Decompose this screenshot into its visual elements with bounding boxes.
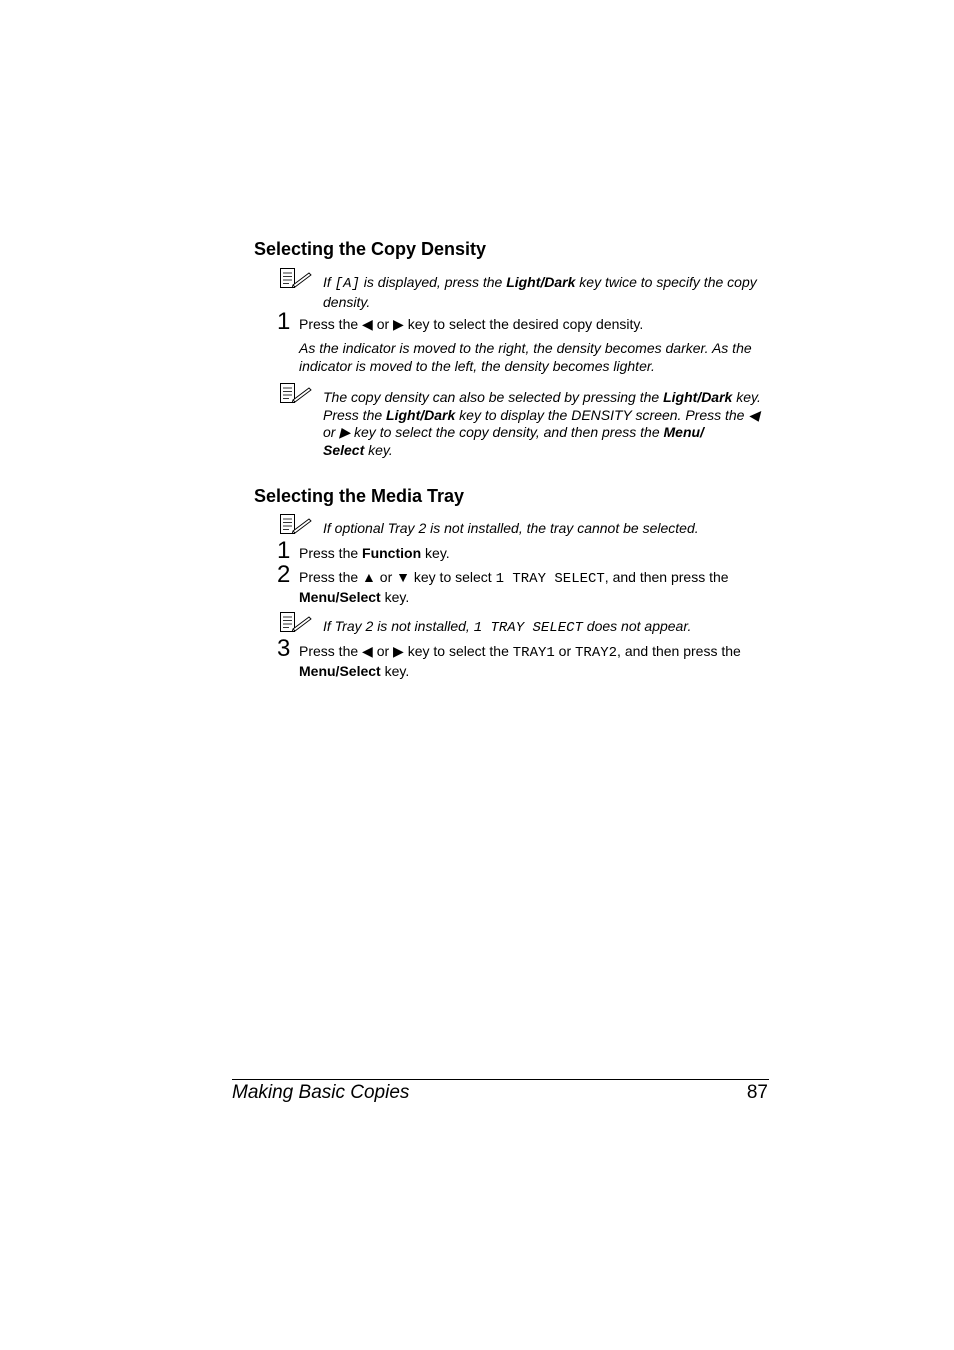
- step-number: 3: [277, 635, 291, 662]
- step-text: Press the ▲ or ▼ key to select 1 TRAY SELECT, and then press the Menu/Select key.: [299, 569, 729, 605]
- note-density-screen: The copy density can also be selected by pressing the Light/Dark key. Press the Light/Dark key to display the DENSITY screen. Press the ◀ or ▶ key to select the copy density, and then press the Menu/ Select key.: [323, 389, 761, 458]
- note-pencil-icon: [279, 611, 313, 633]
- step-text: Press the Function key.: [299, 545, 450, 561]
- section-heading-media-tray: Selecting the Media Tray: [254, 486, 465, 506]
- right-arrow-icon: ▶: [339, 424, 351, 440]
- step-text: Press the ◀ or ▶ key to select the desired copy density.: [299, 316, 644, 332]
- note-tray-select-absent: If Tray 2 is not installed, 1 TRAY SELECT does not appear.: [323, 618, 692, 636]
- footer-title: Making Basic Copies: [232, 1082, 410, 1103]
- step-number: 1: [277, 308, 291, 335]
- step-number: 1: [277, 537, 291, 564]
- left-arrow-icon: ◀: [362, 316, 373, 332]
- density-explanation: As the indicator is moved to the right, the density becomes darker. As the indicator is moved to the left, the density becomes lighter.: [299, 340, 752, 374]
- footer-rule: [232, 1079, 769, 1080]
- right-arrow-icon: ▶: [393, 316, 404, 332]
- left-arrow-icon: ◀: [748, 406, 760, 423]
- right-arrow-icon: ▶: [393, 643, 404, 659]
- note-tray2-not-installed: If optional Tray 2 is not installed, the tray cannot be selected.: [323, 520, 699, 536]
- step-number: 2: [277, 561, 291, 588]
- note-light-dark: If [A] is displayed, press the Light/Dark key twice to specify the copy density.: [323, 274, 757, 310]
- note-pencil-icon: [279, 513, 313, 535]
- page-number: 87: [746, 1082, 768, 1103]
- up-arrow-icon: ▲: [362, 569, 376, 585]
- section-heading-copy-density: Selecting the Copy Density: [254, 239, 487, 259]
- note-pencil-icon: [279, 267, 313, 289]
- note-pencil-icon: [279, 382, 313, 404]
- step-text: Press the ◀ or ▶ key to select the TRAY1 or TRAY2, and then press the Menu/Select key.: [299, 643, 741, 679]
- left-arrow-icon: ◀: [362, 643, 373, 659]
- down-arrow-icon: ▼: [396, 569, 410, 585]
